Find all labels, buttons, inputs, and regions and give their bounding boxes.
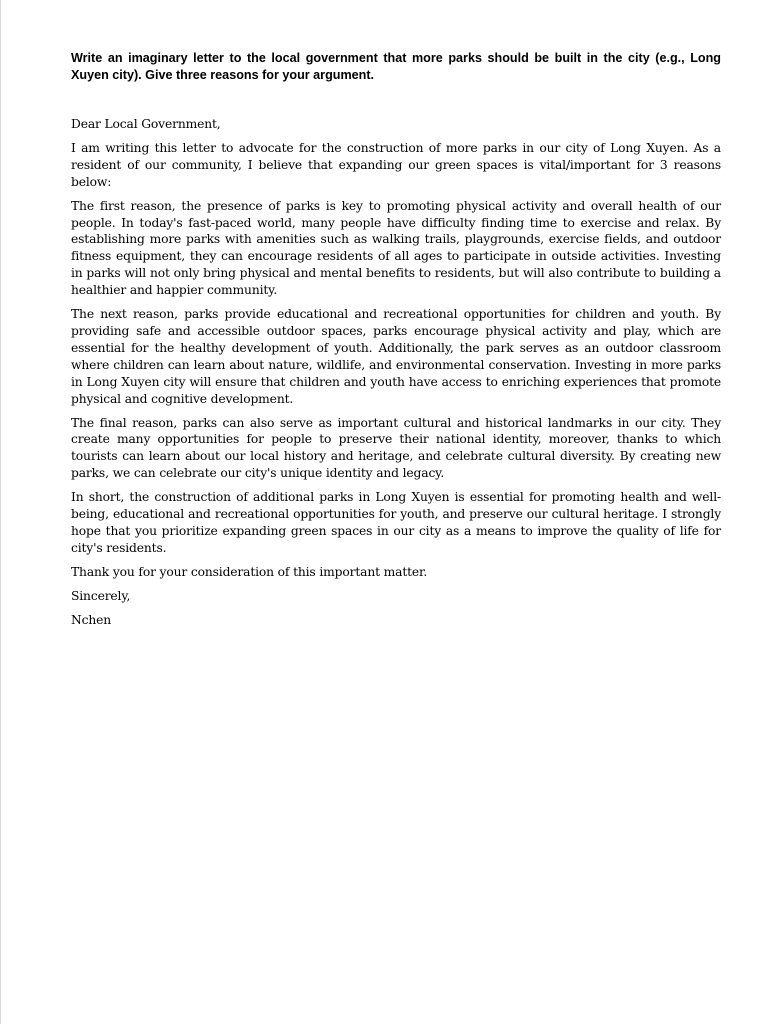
document-content xyxy=(71,50,721,635)
letter-paragraph-intro: I am writing this letter to advocate for the construction of more parks in our city of Long Xuyen. As a resident of our community, I believe that expanding our green spaces is vital/important for 3 reasons below: xyxy=(71,140,721,189)
letter-thanks: Thank you for your consideration of this important matter. xyxy=(71,564,428,579)
letter-salutation: Dear Local Government, xyxy=(71,117,221,131)
letter-signature: Nchen xyxy=(71,612,112,627)
letter-closing: Sincerely, xyxy=(71,588,131,603)
letter-paragraph-conclusion: In short, the construction of additional parks in Long Xuyen is essential for promoting health and well-being, educational and recreational opportunities for youth, and preserve our cultural heritage. I strongly hope that you prioritize expanding green spaces in our city as a means to improve the quality of life for city's residents. xyxy=(71,490,721,555)
letter-paragraph-reason-1: The first reason, the presence of parks is key to promoting physical activity and overall health of our people. In today's fast-paced world, many people have difficulty finding time to exercise and relax. By establishing more parks with amenities such as walking trails, playgrounds, exercise fields, and outdoor fitness equipment, they can encourage residents of all ages to participate in outside activities. Investing in parks will not only bring physical and mental benefits to residents, but will also contribute to building a healthier and happier community. xyxy=(71,198,721,298)
letter-body xyxy=(71,116,721,628)
letter-paragraph-reason-2: The next reason, parks provide educational and recreational opportunities for children and youth. By providing safe and accessible outdoor spaces, parks encourage physical activity and play, which are essential for the healthy development of youth. Additionally, the park serves as an outdoor classroom where children can learn about nature, wildlife, and environmental conservation. Investing in more parks in Long Xuyen city will ensure that children and youth have access to enriching experiences that promote physical and cognitive development. xyxy=(71,307,721,406)
letter-paragraph-reason-3: The final reason, parks can also serve as important cultural and historical landmarks in our city. They create many opportunities for people to preserve their national identity, moreover, thanks to which tourists can learn about our local history and heritage, and celebrate cultural diversity. By creating new parks, we can celebrate our city's unique identity and legacy. xyxy=(71,415,721,481)
assignment-prompt: Write an imaginary letter to the local government that more parks should be built in the city (e.g., Long Xuyen city). Give three reasons for your argument. xyxy=(71,51,721,82)
